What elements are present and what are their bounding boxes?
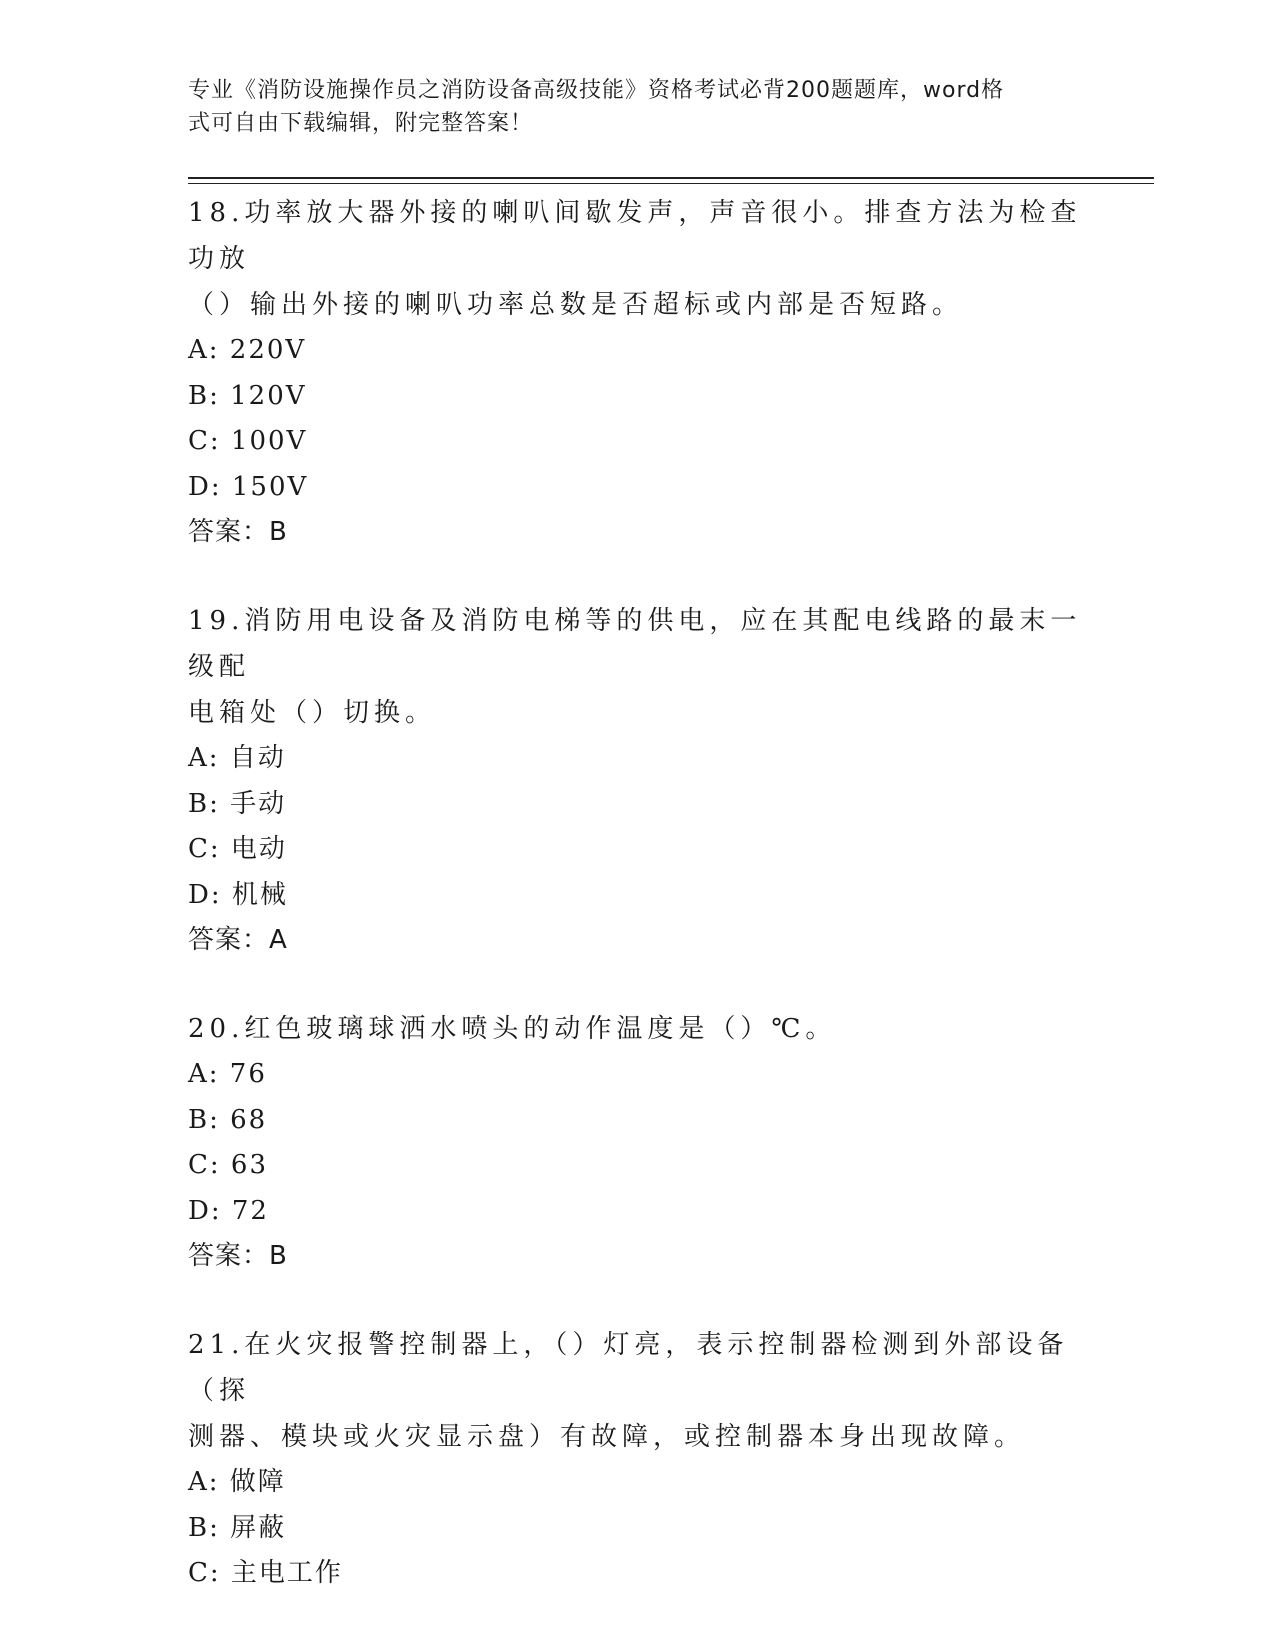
header-line-1: 专业《消防设施操作员之消防设备高级技能》资格考试必背200题题库，word格 <box>188 78 1005 103</box>
question-21 <box>188 1322 1088 1597</box>
header-line-2: 式可自由下载编辑，附完整答案！ <box>188 111 534 136</box>
question-19 <box>188 598 1088 963</box>
option-d: D: 72 <box>188 1195 269 1226</box>
option-a: A: 做障 <box>188 1467 286 1497</box>
document-header <box>188 74 1068 140</box>
question-stem-line: 电箱处（）切换。 <box>188 698 437 728</box>
header-divider-thin <box>188 183 1154 184</box>
question-stem-line: （）输出外接的喇叭功率总数是否超标或内部是否短路。 <box>188 290 964 320</box>
option-d: D: 150V <box>188 471 309 502</box>
option-c: C: 63 <box>188 1150 269 1180</box>
question-stem-line: 测器、模块或火灾显示盘）有故障，或控制器本身出现故障。 <box>188 1422 1026 1452</box>
question-stem-line: 20.红色玻璃球洒水喷头的动作温度是（）℃。 <box>188 1014 837 1044</box>
option-d: D: 机械 <box>188 879 288 910</box>
question-stem-line: 18.功率放大器外接的喇叭间歇发声，声音很小。排查方法为检查功放 <box>188 198 1082 274</box>
option-c: C: 主电工作 <box>188 1558 343 1588</box>
option-b: B: 手动 <box>188 788 287 819</box>
option-a: A: 76 <box>188 1059 267 1089</box>
question-stem-line: 21.在火灾报警控制器上，（）灯亮，表示控制器检测到外部设备（探 <box>188 1330 1069 1406</box>
question-20 <box>188 1006 1088 1279</box>
answer-label: 答案：A <box>188 925 288 955</box>
option-b: B: 68 <box>188 1104 268 1135</box>
answer-label: 答案：B <box>188 517 288 547</box>
question-list <box>188 190 1088 1640</box>
option-a: A: 220V <box>188 335 307 365</box>
answer-label: 答案：B <box>188 1241 288 1271</box>
question-18 <box>188 190 1088 555</box>
option-b: B: 120V <box>188 380 307 411</box>
option-c: C: 100V <box>188 426 308 456</box>
option-c: C: 电动 <box>188 834 287 864</box>
header-divider-thick <box>188 177 1154 179</box>
question-stem-line: 19.消防用电设备及消防电梯等的供电，应在其配电线路的最末一级配 <box>188 606 1082 682</box>
option-b: B: 屏蔽 <box>188 1512 287 1543</box>
option-a: A: 自动 <box>188 743 286 773</box>
